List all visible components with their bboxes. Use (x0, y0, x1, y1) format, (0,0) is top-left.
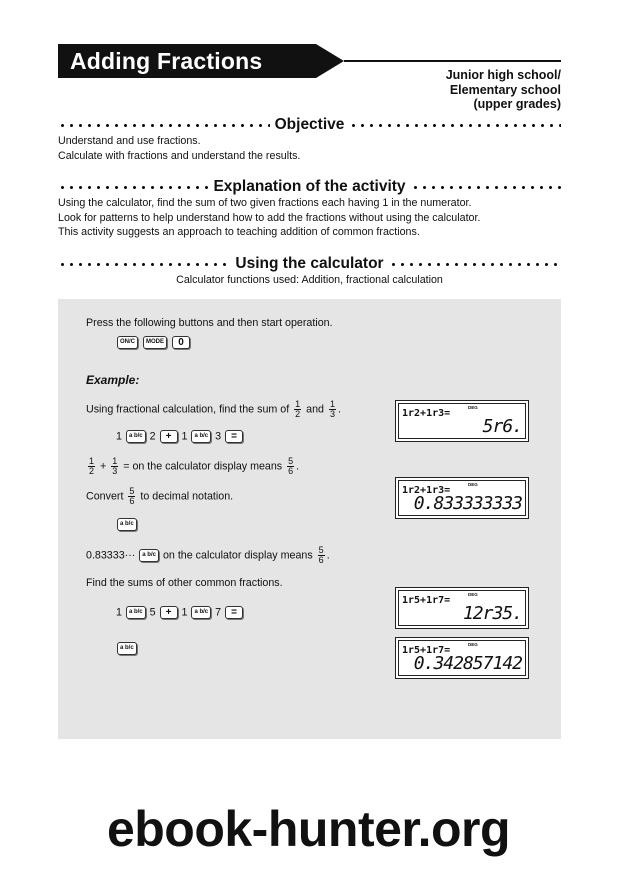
key-sequence-2: 1 a b/c 5 + 1 a b/c 7 = (116, 606, 244, 619)
objective-header (58, 115, 561, 135)
objective-line: Understand and use fractions. (58, 135, 201, 147)
deg-indicator: DEG (468, 592, 478, 597)
calculator-header (58, 254, 561, 274)
and-text: and (306, 403, 324, 416)
explanation-line: Using the calculator, find the sum of two given fractions each having 1 in the numerator. (58, 197, 472, 209)
display-result: 5r6. (482, 416, 522, 437)
title-rule (344, 60, 561, 62)
display-result: 0.833333333 (413, 493, 522, 514)
key-sequence-1: 1 a b/c 2 + 1 a b/c 3 = (116, 430, 244, 443)
on-c-key: ON/C (117, 336, 138, 349)
objective-line: Calculate with fractions and understand the results. (58, 149, 301, 162)
watermark: ebook-hunter.org (106, 801, 511, 857)
setup-key-row (116, 336, 191, 349)
press-instructions: Press the following buttons and then start operation. (86, 317, 333, 329)
grade-line-1: Junior high school/ (445, 68, 561, 82)
fraction-key: a b/c (126, 606, 146, 619)
fraction-key: a b/c (191, 430, 211, 443)
explanation-heading: Explanation of the activity (213, 178, 406, 195)
fraction-key: a b/c (117, 518, 137, 531)
example-label: Example: (86, 373, 140, 387)
calculator-display (395, 400, 529, 442)
display-result: 12r35. (462, 603, 522, 624)
fraction-one-third: $\frac{1}{3}$ (329, 399, 335, 419)
fraction-key: a b/c (126, 430, 146, 443)
find-sum-text: Using fractional calculation, find the sum of (86, 403, 290, 416)
calculator-display (395, 477, 529, 519)
explanation-body (58, 196, 561, 240)
fraction-five-sixths: $\frac{5}{6}$ (288, 456, 294, 476)
calculator-heading: Using the calculator (235, 255, 384, 272)
calculator-display (395, 587, 529, 629)
display-expression: 1r5+1r7= (402, 645, 451, 656)
deg-indicator: DEG (468, 642, 478, 647)
equals-key: = (225, 430, 243, 443)
fraction-key: a b/c (191, 606, 211, 619)
plus-key: + (160, 606, 178, 619)
convert-key-row (116, 518, 138, 531)
fraction-one-half: $\frac{1}{2}$ (89, 456, 95, 476)
deg-indicator: DEG (468, 405, 478, 410)
fraction-one-half: $\frac{1}{2}$ (295, 399, 301, 419)
display-expression: 1r2+1r3= (402, 408, 451, 419)
find-sum-line: Using fractional calculation, find the sum of $\frac{1}{2}$ and $\frac{1}{3}$ . (86, 399, 341, 419)
explanation-line: Look for patterns to help understand how to add the fractions without using the calculator. (58, 211, 481, 224)
display-result: 0.342857142 (413, 653, 522, 674)
deg-indicator: DEG (468, 482, 478, 487)
grade-line-2: Elementary school (449, 82, 561, 97)
decimal-line: 0.83333··· a b/c on the calculator display means $\frac{5}{6}$ . (86, 545, 330, 565)
convert-line: Convert $\frac{5}{6}$ to decimal notation. (86, 486, 234, 506)
other-sums-text: Find the sums of other common fractions. (86, 577, 283, 589)
zero-key: 0 (172, 336, 190, 349)
functions-used: Calculator functions used: Addition, fractional calculation (176, 274, 443, 286)
title-arrow-decoration (316, 44, 344, 78)
fraction-key: a b/c (117, 642, 137, 655)
calculator-display (395, 637, 529, 679)
mode-key: MODE (143, 336, 167, 349)
instruction-panel (58, 299, 561, 739)
fraction-key: a b/c (139, 549, 159, 562)
final-key-row (116, 642, 138, 655)
display-expression: 1r2+1r3= (402, 485, 451, 496)
objective-body (58, 134, 561, 163)
explanation-header (58, 177, 561, 197)
page-title: Adding Fractions (58, 44, 316, 78)
fraction-five-sixths: $\frac{5}{6}$ (318, 545, 324, 565)
equals-key: = (225, 606, 243, 619)
display-expression: 1r5+1r7= (402, 595, 451, 606)
plus-key: + (160, 430, 178, 443)
grade-level (380, 68, 561, 112)
objective-heading: Objective (274, 116, 345, 133)
fraction-five-sixths: $\frac{5}{6}$ (129, 486, 135, 506)
means-line: $\frac{1}{2}$ + $\frac{1}{3}$ = on the calculator display means $\frac{5}{6}$ . (89, 456, 300, 476)
fraction-one-third: $\frac{1}{3}$ (112, 456, 118, 476)
explanation-line: This activity suggests an approach to teaching addition of common fractions. (58, 226, 420, 238)
grade-line-3: (upper grades) (473, 97, 561, 111)
